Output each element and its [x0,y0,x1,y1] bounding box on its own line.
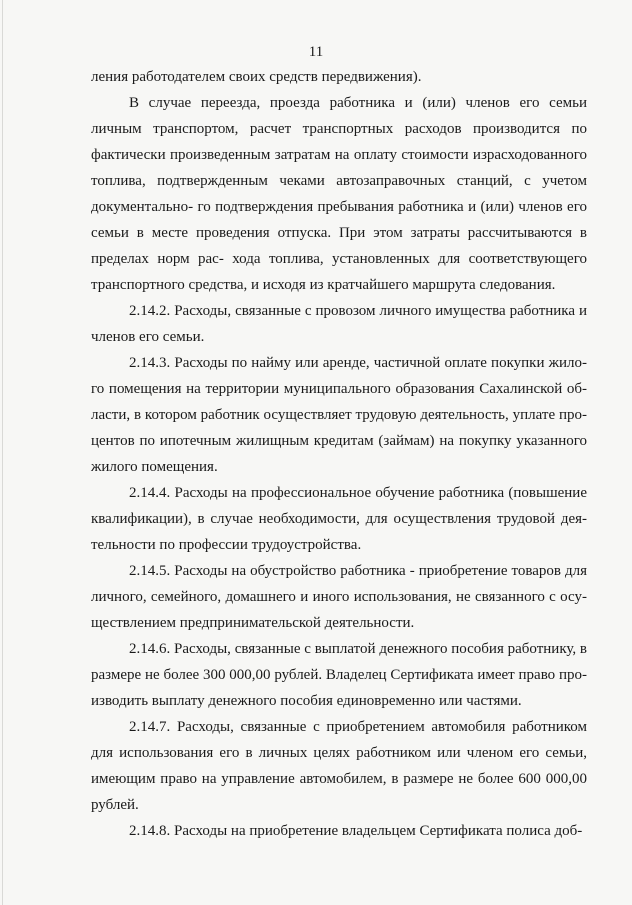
text-line: транспортом, расчет транспортных расходов производится по фактически [91,121,588,163]
paragraph-2-14-3 [91,350,587,480]
scan-edge-line [2,0,3,905]
paragraph-2-14-2 [91,298,587,350]
paragraph-2-14-5 [91,558,587,636]
text-line: и исходя из кратчайшего маршрута следования. [251,277,556,293]
text-line: го подтверждения пребывания работника и (или) членов его семьи в месте [91,199,587,241]
text-line: членов его семьи. [91,329,205,345]
paragraph-2-14-4 [91,480,587,558]
text-line: квалификации), в случае необходимости, для осуществления трудовой дея- [91,511,587,527]
text-line: подтвержденным чеками автозаправочных станций, с учетом документально- [91,173,588,215]
text-line: В случае переезда, проезда работника и (или) членов его семьи личным [91,95,587,137]
text-line: ласти, в котором работник осуществляет трудовую деятельность, уплате про- [91,407,587,423]
text-line: центов по ипотечным жилищным кредитам (займам) на покупку указанного [91,433,587,449]
document-body [91,64,587,844]
text-line: проведения отпуска. При этом затраты рассчитываются в пределах норм рас- [91,225,587,267]
text-line: изводить выплату денежного пособия единовременно или частями. [91,693,522,709]
paragraph-2-14-8 [91,818,587,844]
page-number: 11 [308,44,324,60]
text-line: имеющим право на управление автомобилем, в размере не более 600 000,00 [91,771,587,787]
text-line: произведенным затратам на оплату стоимости израсходованного топлива, [91,147,587,189]
text-line: 2.14.6. Расходы, связанные с выплатой денежного пособия работнику, в [129,641,587,657]
text-line: ления работодателем своих средств передвижения). [91,69,422,85]
text-line: личного, семейного, домашнего и иного использования, не связанного с осу- [91,589,587,605]
text-line: рублей. [91,797,139,813]
text-line: 2.14.3. Расходы по найму или аренде, частичной оплате покупки жило- [129,355,587,371]
paragraph-transport-costs [91,90,587,298]
text-line: хода топлива, установленных для соответствующего транспортного средства, [91,251,587,293]
paragraph-2-14-6 [91,636,587,714]
text-line: ществлением предпринимательской деятельности. [91,615,415,631]
text-line: 2.14.4. Расходы на профессиональное обучение работника (повышение [129,485,587,501]
text-line: жилого помещения. [91,459,218,475]
text-line: 2.14.2. Расходы, связанные с провозом личного имущества работника и [129,303,587,319]
text-line: 2.14.8. Расходы на приобретение владельцем Сертификата полиса доб- [129,823,583,839]
text-line: 2.14.5. Расходы на обустройство работника - приобретение товаров для [129,563,587,579]
text-line: го помещения на территории муниципального образования Сахалинской об- [91,381,587,397]
text-line: тельности по профессии трудоустройства. [91,537,362,553]
paragraph-2-14-7 [91,714,587,818]
text-line: размере не более 300 000,00 рублей. Владелец Сертификата имеет право про- [91,667,587,683]
text-line: для использования его в личных целях работником или членом его семьи, [91,745,587,761]
text-line: 2.14.7. Расходы, связанные с приобретением автомобиля работником [129,719,587,735]
paragraph-continuation [91,64,587,90]
